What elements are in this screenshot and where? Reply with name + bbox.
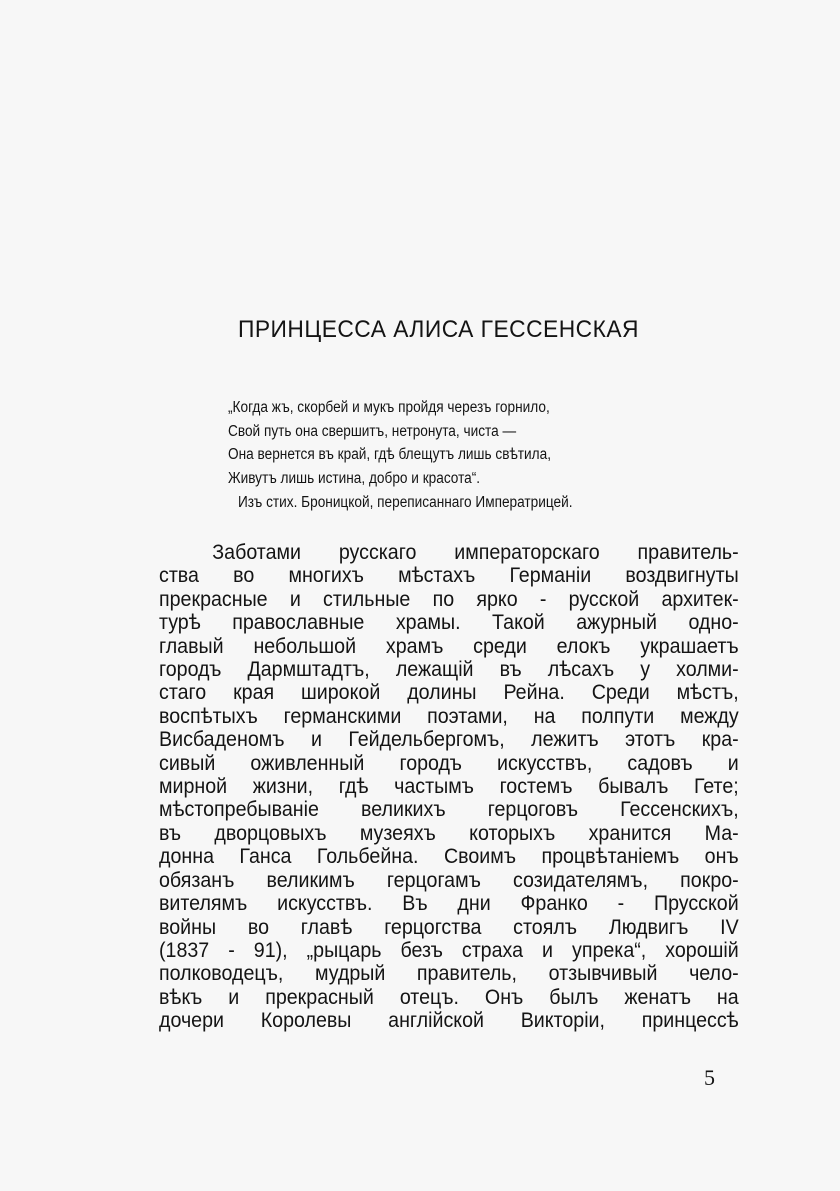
body-line: вѣкъ и прекрасный отецъ. Онъ былъ женатъ на (159, 985, 739, 1009)
body-line: Висбаденомъ и Гейдельбергомъ, лежитъ этотъ кра- (159, 728, 739, 752)
body-paragraph (159, 541, 739, 1033)
body-line: турѣ православные храмы. Такой ажурный одно- (159, 611, 739, 635)
body-line: обязанъ великимъ герцогамъ созидателямъ, покро- (159, 868, 739, 892)
epigraph-line: Живутъ лишь истина, добро и красота“. (228, 469, 481, 487)
body-line: въ дворцовыхъ музеяхъ которыхъ хранится Ма- (159, 821, 739, 845)
body-line: дочери Королевы англійской Викторіи, принцессѣ (159, 1009, 739, 1033)
body-line: донна Ганса Гольбейна. Своимъ процвѣтаніемъ онъ (159, 845, 739, 869)
epigraph-line: „Когда жъ, скорбей и мукъ пройдя черезъ горнило, (228, 399, 550, 416)
body-line: главый небольшой храмъ среди елокъ украшаетъ (159, 634, 739, 658)
body-line: сивый оживленный городъ искусствъ, садовъ и (159, 751, 739, 775)
body-line: городъ Дармштадтъ, лежащій въ лѣсахъ у холми- (159, 658, 739, 682)
body-line: прекрасные и стильные по ярко - русской архитек- (159, 587, 739, 611)
body-line: (1837 - 91), „рыцарь безъ страха и упрека“, хорошій (159, 938, 739, 962)
body-line: воспѣтыхъ германскими поэтами, на полпути между (159, 704, 739, 728)
epigraph-line: Свой путь она свершитъ, нетронута, чиста — (228, 422, 517, 440)
chapter-title: ПРИНЦЕССА АЛИСА ГЕССЕНСКАЯ (238, 316, 639, 343)
epigraph-line: Она вернется въ край, гдѣ блещутъ лишь свѣтила, (228, 446, 552, 463)
body-line: мирной жизни, гдѣ частымъ гостемъ бывалъ Гете; (159, 775, 739, 799)
epigraph (228, 396, 721, 490)
page-number: 5 (704, 1065, 715, 1090)
body-line: полководецъ, мудрый правитель, отзывчивый чело- (159, 962, 739, 986)
body-line: стаго края широкой долины Рейна. Среди мѣстъ, (159, 681, 739, 705)
epigraph-source: Изъ стих. Броницкой, переписаннаго Императрицей. (238, 494, 573, 511)
body-line: вителямъ искусствъ. Въ дни Франко - Прусской (159, 892, 739, 916)
body-line: войны во главѣ герцогства стоялъ Людвигъ IV (159, 915, 739, 939)
body-line: Заботами русскаго императорскаго правитель- (212, 541, 739, 564)
body-line: мѣстопребываніе великихъ герцоговъ Гессенскихъ, (159, 798, 739, 822)
body-line: ства во многихъ мѣстахъ Германіи воздвигнуты (159, 564, 739, 588)
